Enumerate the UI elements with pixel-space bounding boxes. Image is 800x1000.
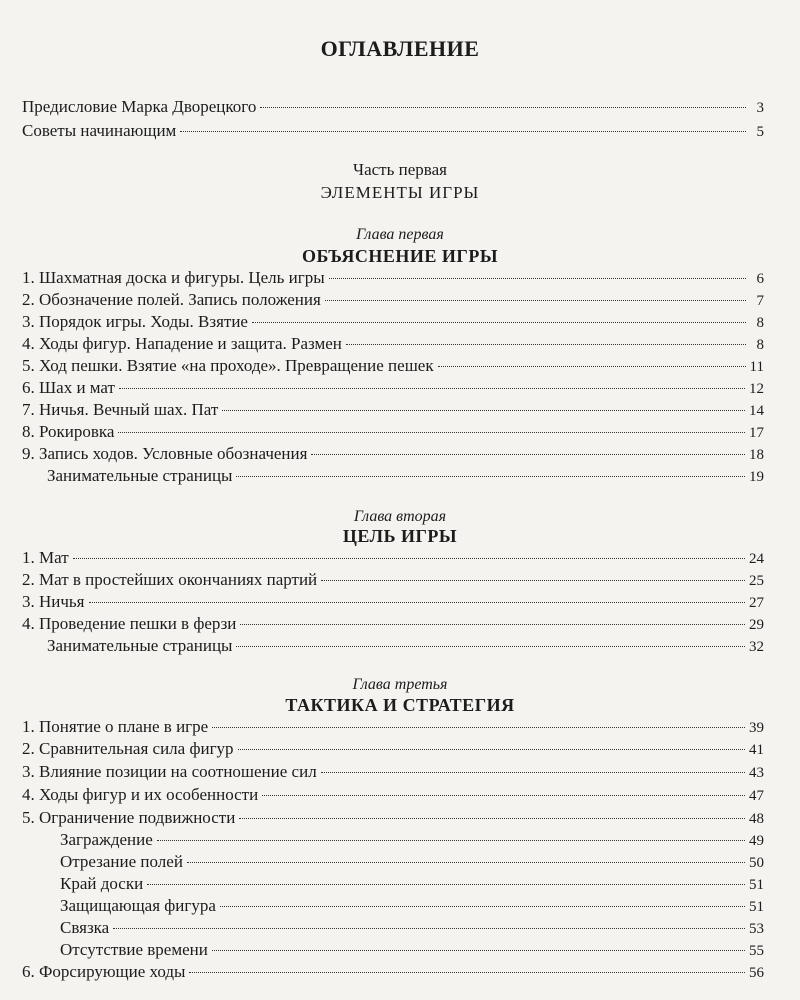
leader-dots xyxy=(157,840,745,841)
entry-label: 2. Обозначение полей. Запись положения xyxy=(22,290,321,309)
toc-entry[interactable] xyxy=(22,807,764,829)
toc-entry[interactable] xyxy=(22,738,764,760)
entry-label: 5. Ход пешки. Взятие «на проходе». Превращение пешек xyxy=(22,356,434,375)
entry-label: Предисловие Марка Дворецкого xyxy=(22,97,257,116)
toc-subentry[interactable] xyxy=(60,873,764,895)
entry-label: 6. Шах и мат xyxy=(22,378,115,397)
toc-entry[interactable] xyxy=(22,784,764,806)
toc-entry[interactable] xyxy=(22,311,764,333)
leader-dots xyxy=(187,862,745,863)
entry-label: 6. Форсирующие ходы xyxy=(22,962,186,981)
entry-page: 25 xyxy=(749,573,764,589)
leader-dots xyxy=(147,884,745,885)
toc-entry[interactable] xyxy=(22,267,764,289)
leader-dots xyxy=(236,646,745,647)
entry-label: 2. Сравнительная сила фигур xyxy=(22,739,234,758)
chapter-label: Глава вторая xyxy=(353,508,447,525)
leader-dots xyxy=(260,107,746,108)
entry-page: 47 xyxy=(749,788,764,804)
entry-page: 56 xyxy=(749,965,764,981)
entry-label: Заграждение xyxy=(60,830,153,849)
entry-page: 5 xyxy=(756,124,764,140)
entry-label: 4. Ходы фигур. Нападение и защита. Размен xyxy=(22,334,342,353)
toc-entry[interactable] xyxy=(22,716,764,738)
leader-dots xyxy=(346,344,746,345)
entry-page: 32 xyxy=(749,639,764,655)
entry-label: Советы начинающим xyxy=(22,121,177,140)
entry-page: 3 xyxy=(756,100,764,116)
toc-subentry[interactable] xyxy=(60,917,764,939)
entry-label: 3. Ничья xyxy=(22,592,85,611)
entry-page: 49 xyxy=(749,833,764,849)
leader-dots xyxy=(73,558,745,559)
leader-dots xyxy=(329,278,746,279)
toc-entry[interactable] xyxy=(47,635,764,657)
entry-page: 51 xyxy=(749,899,764,915)
toc-entry[interactable] xyxy=(22,399,764,421)
entry-label: Занимательные страницы xyxy=(47,636,233,655)
part-title: ЭЛЕМЕНТЫ ИГРЫ xyxy=(320,183,480,202)
chapter-title: ТАКТИКА И СТРАТЕГИЯ xyxy=(285,695,515,715)
leader-dots xyxy=(119,388,745,389)
entry-label: 4. Проведение пешки в ферзи xyxy=(22,614,237,633)
entry-page: 17 xyxy=(749,425,764,441)
chapter-title: ОБЪЯСНЕНИЕ ИГРЫ xyxy=(301,246,499,266)
leader-dots xyxy=(212,727,745,728)
toc-entry[interactable] xyxy=(22,96,764,118)
entry-label: 5. Ограничение подвижности xyxy=(22,808,236,827)
leader-dots xyxy=(239,818,745,819)
entry-label: Связка xyxy=(60,918,110,937)
chapter-label: Глава первая xyxy=(356,226,444,243)
entry-label: Отсутствие времени xyxy=(60,940,208,959)
toc-entry[interactable] xyxy=(22,443,764,465)
entry-label: 3. Влияние позиции на соотношение сил xyxy=(22,762,317,781)
toc-entry[interactable] xyxy=(22,377,764,399)
leader-dots xyxy=(262,795,745,796)
entry-label: 7. Ничья. Вечный шах. Пат xyxy=(22,400,219,419)
entry-page: 19 xyxy=(749,469,764,485)
entry-label: 2. Мат в простейших окончаниях партий xyxy=(22,570,318,589)
leader-dots xyxy=(89,602,746,603)
leader-dots xyxy=(180,131,746,132)
entry-label: 3. Порядок игры. Ходы. Взятие xyxy=(22,312,248,331)
entry-page: 11 xyxy=(749,359,764,375)
toc-entry[interactable] xyxy=(22,961,764,983)
entry-page: 48 xyxy=(749,811,764,827)
leader-dots xyxy=(321,772,745,773)
entry-page: 55 xyxy=(749,943,764,959)
toc-entry[interactable] xyxy=(22,547,764,569)
chapter-label: Глава третья xyxy=(352,676,448,693)
entry-label: 4. Ходы фигур и их особенности xyxy=(22,785,259,804)
entry-page: 51 xyxy=(749,877,764,893)
toc-entry[interactable] xyxy=(22,761,764,783)
leader-dots xyxy=(438,366,746,367)
entry-label: Занимательные страницы xyxy=(47,466,233,485)
toc-entry[interactable] xyxy=(22,333,764,355)
entry-page: 12 xyxy=(749,381,764,397)
entry-page: 39 xyxy=(749,720,764,736)
leader-dots xyxy=(118,432,745,433)
entry-page: 24 xyxy=(749,551,764,567)
entry-label: Край доски xyxy=(60,874,144,893)
entry-page: 50 xyxy=(749,855,764,871)
toc-entry[interactable] xyxy=(47,465,764,487)
page-title: ОГЛАВЛЕНИЕ xyxy=(320,36,480,61)
entry-page: 8 xyxy=(756,315,764,331)
chapter-title: ЦЕЛЬ ИГРЫ xyxy=(342,526,458,546)
toc-entry[interactable] xyxy=(22,569,764,591)
entry-page: 27 xyxy=(749,595,764,611)
toc-entry[interactable] xyxy=(22,289,764,311)
entry-label: 1. Мат xyxy=(22,548,69,567)
toc-entry[interactable] xyxy=(22,355,764,377)
entry-label: Отрезание полей xyxy=(60,852,183,871)
toc-subentry[interactable] xyxy=(60,939,764,961)
toc-entry[interactable] xyxy=(22,120,764,142)
leader-dots xyxy=(321,580,745,581)
entry-label: 8. Рокировка xyxy=(22,422,115,441)
leader-dots xyxy=(236,476,745,477)
toc-subentry[interactable] xyxy=(60,829,764,851)
entry-page: 7 xyxy=(756,293,764,309)
leader-dots xyxy=(311,454,745,455)
leader-dots xyxy=(189,972,745,973)
entry-page: 43 xyxy=(749,765,764,781)
leader-dots xyxy=(220,906,745,907)
toc-entry[interactable] xyxy=(22,421,764,443)
leader-dots xyxy=(325,300,746,301)
leader-dots xyxy=(252,322,746,323)
entry-label: Защищающая фигура xyxy=(60,896,216,915)
entry-page: 53 xyxy=(749,921,764,937)
part-label: Часть первая xyxy=(353,160,447,179)
entry-label: 1. Понятие о плане в игре xyxy=(22,717,209,736)
toc-entry[interactable] xyxy=(22,613,764,635)
entry-page: 29 xyxy=(749,617,764,633)
leader-dots xyxy=(212,950,745,951)
toc-entry[interactable] xyxy=(22,591,764,613)
entry-label: 9. Запись ходов. Условные обозначения xyxy=(22,444,308,463)
toc-subentry[interactable] xyxy=(60,895,764,917)
entry-page: 14 xyxy=(749,403,764,419)
entry-page: 6 xyxy=(756,271,764,287)
entry-label: 1. Шахматная доска и фигуры. Цель игры xyxy=(22,268,325,287)
entry-page: 8 xyxy=(756,337,764,353)
leader-dots xyxy=(240,624,745,625)
leader-dots xyxy=(238,749,745,750)
entry-page: 18 xyxy=(749,447,764,463)
leader-dots xyxy=(113,928,745,929)
leader-dots xyxy=(222,410,745,411)
toc-subentry[interactable] xyxy=(60,851,764,873)
entry-page: 41 xyxy=(749,742,764,758)
